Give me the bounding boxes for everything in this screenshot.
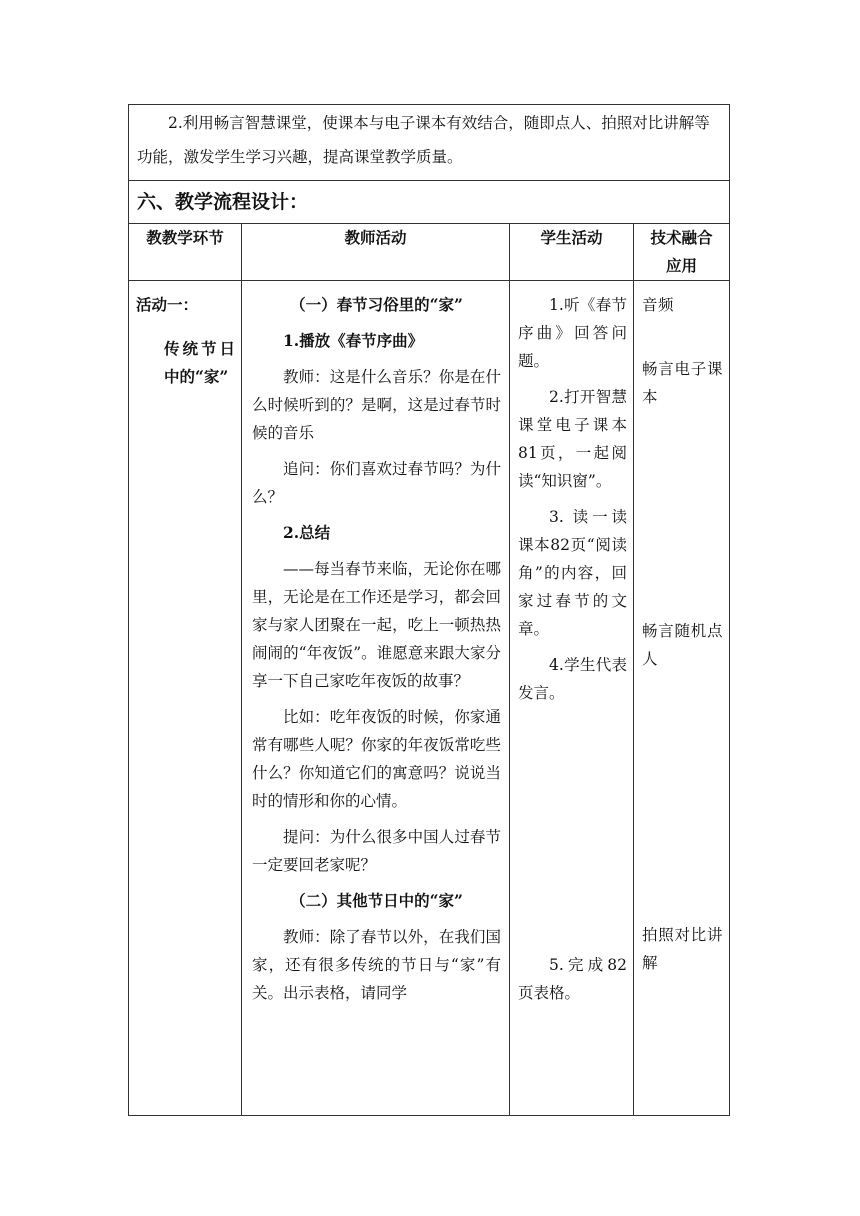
- tech-item-4: 拍照对比讲解: [642, 926, 724, 972]
- teacher-paragraph-1: 教师：这是什么音乐？你是在什么时候听到的？是啊，这是过春节时候的音乐: [252, 368, 501, 442]
- teacher-paragraph-5: 提问：为什么很多中国人过春节一定要回老家呢？: [252, 828, 501, 874]
- teacher-paragraph-2: 追问：你们喜欢过春节吗？为什么？: [252, 460, 501, 506]
- section-title: 六、教学流程设计：: [129, 181, 730, 224]
- teacher-activity-cell: [242, 281, 510, 1116]
- student-item-1: 1.听《春节序曲》回答问题。: [518, 296, 627, 370]
- teacher-paragraph-6: 教师：除了春节以外，在我们国家，还有很多传统的节日与“家”有关。出示表格，请同学: [252, 928, 501, 1002]
- student-item-4: 4.学生代表发言。: [518, 656, 627, 702]
- tech-cell: [634, 281, 730, 1116]
- teacher-step-1: 1.播放《春节序曲》: [283, 331, 424, 350]
- tech-item-3: 畅言随机点人: [642, 622, 724, 668]
- student-item-3: 3. 读一读课本82页“阅读角”的内容，回家过春节的文章。: [518, 508, 627, 638]
- tech-item-2: 畅言电子课本: [642, 360, 724, 406]
- teacher-paragraph-4: 比如：吃年夜饭的时候，你家通常有哪些人呢？你家的年夜饭常吃些什么？你知道它们的寓意吗？说说当时的情形和你的心情。: [252, 708, 501, 810]
- teacher-subtitle-2: （二）其他节日中的“家”: [290, 891, 463, 910]
- teacher-subtitle-1: （一）春节习俗里的“家”: [290, 295, 463, 314]
- header-tech: [634, 224, 730, 281]
- student-item-5: 5.完成82页表格。: [518, 956, 627, 1002]
- header-teacher: 教师活动: [242, 224, 510, 281]
- student-activity-cell: [510, 281, 634, 1116]
- teacher-step-2: 2.总结: [283, 523, 331, 542]
- intro-row: [129, 105, 730, 181]
- intro-text: 2.利用畅言智慧课堂，使课本与电子课本有效结合，随即点人、拍照对比讲解等功能，激发学生学习兴趣，提高课堂教学质量。: [137, 114, 710, 166]
- activity-label: 活动一：: [136, 295, 199, 314]
- header-tech-line2: 应用: [666, 256, 698, 275]
- activity-cell: [129, 281, 242, 1116]
- teacher-paragraph-3: ——每当春节来临，无论你在哪里，无论是在工作还是学习，都会回家与家人团聚在一起，吃上一顿热热闹闹的“年夜饭”。谁愿意来跟大家分享一下自己家吃年夜饭的故事？: [252, 560, 501, 690]
- section-title-row: [129, 181, 730, 224]
- header-stage: 教教学环节: [129, 224, 242, 281]
- lesson-table: [128, 104, 730, 1116]
- header-tech-line1: 技术融合: [650, 228, 713, 247]
- intro-cell: [129, 105, 730, 181]
- activity-name: 传统节日中的“家”: [164, 339, 235, 386]
- student-item-2: 2.打开智慧课堂电子课本81页，一起阅读“知识窗”。: [518, 388, 627, 490]
- header-row: [129, 224, 730, 281]
- tech-item-1: 音频: [642, 296, 675, 314]
- header-student: 学生活动: [510, 224, 634, 281]
- activity-row: [129, 281, 730, 1116]
